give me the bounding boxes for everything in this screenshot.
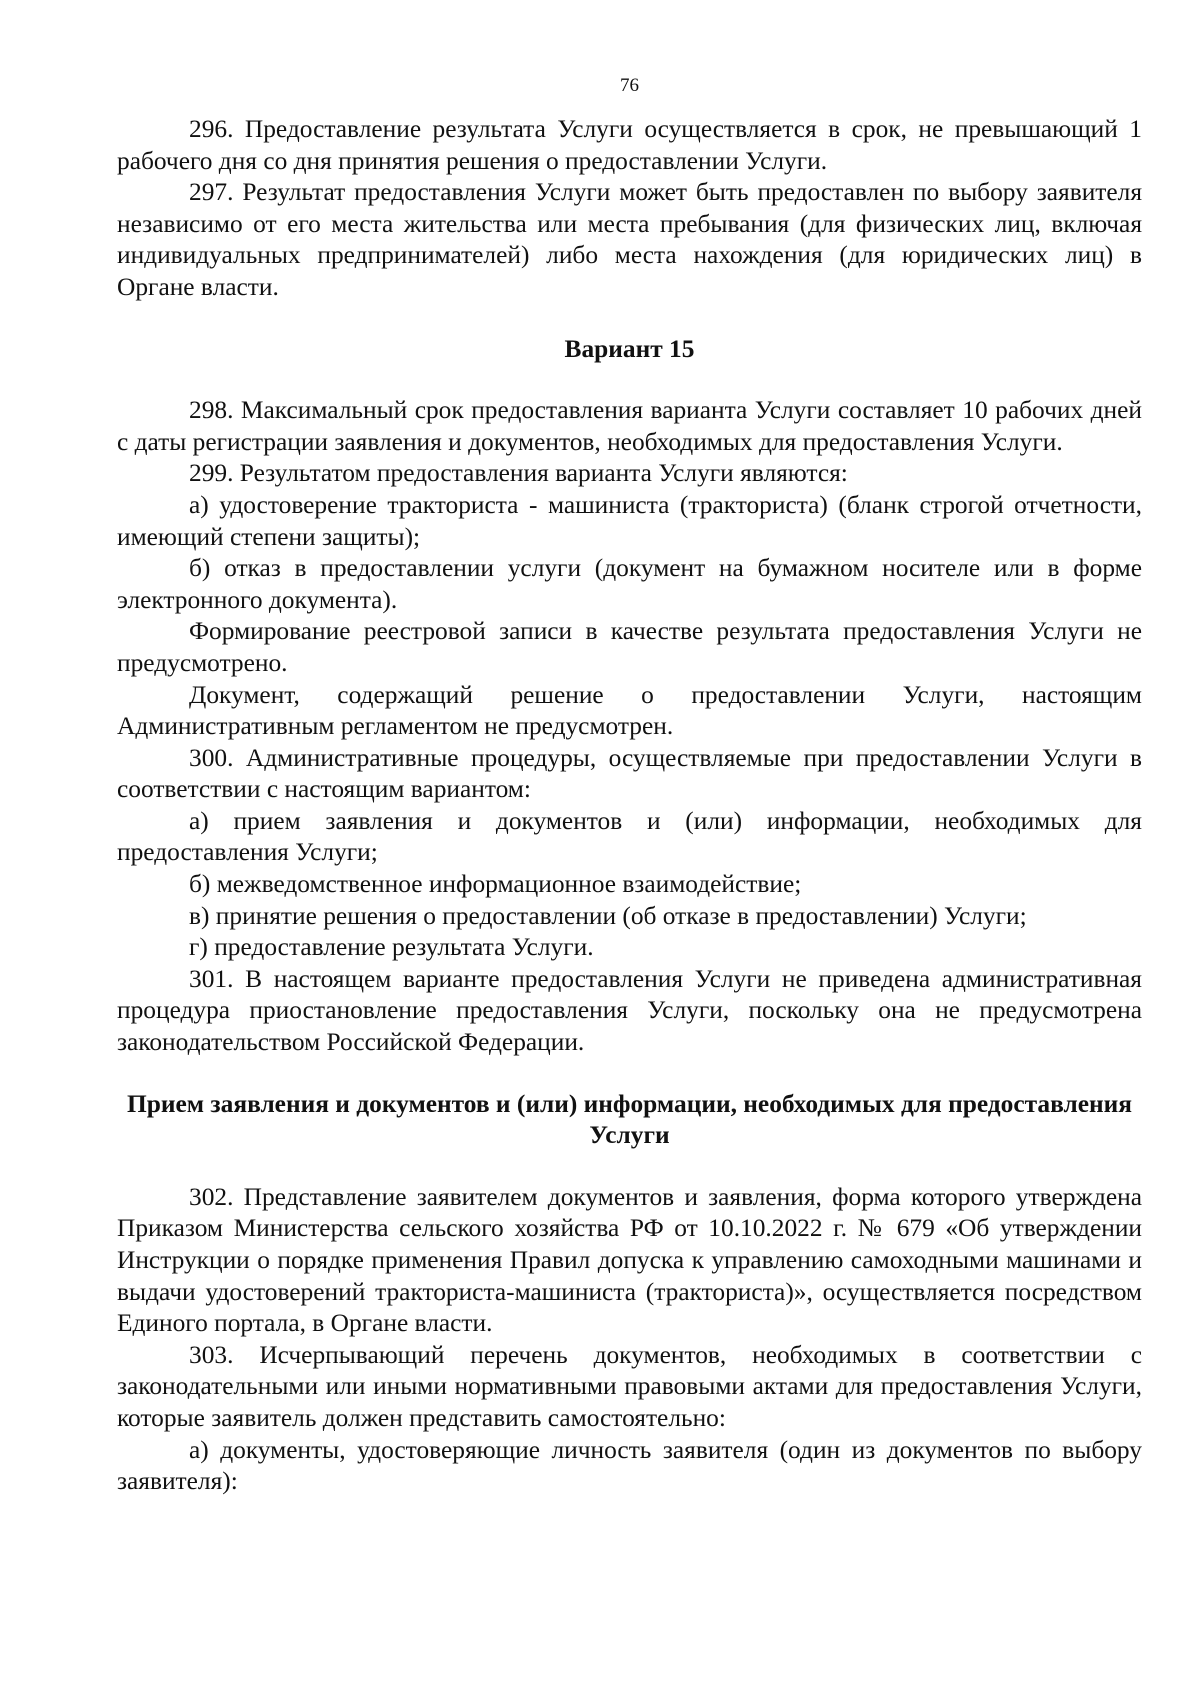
variant-heading: Вариант 15 — [564, 334, 695, 363]
paragraph-296: 296. Предоставление результата Услуги осуществляется в срок, не превышающий 1 рабочего дня со дня принятия решения о предоставлении Услуги. — [117, 115, 1142, 175]
paragraph-303: 303. Исчерпывающий перечень документов, необходимых в соответствии с законодательными или иными нормативными правовыми актами для предоставления Услуги, которые заявитель должен представить самостоятельно: — [117, 1340, 1142, 1432]
list-item-299-b: б) отказ в предоставлении услуги (документ на бумажном носителе или в форме электронного документа). — [117, 554, 1142, 614]
paragraph-299: 299. Результатом предоставления варианта Услуги являются: — [189, 459, 848, 488]
section-heading: Прием заявления и документов и (или) информации, необходимых для предоставления Услуги — [127, 1089, 1132, 1150]
paragraph-298: 298. Максимальный срок предоставления варианта Услуги составляет 10 рабочих дней с даты регистрации заявления и документов, необходимых для предоставления Услуги. — [117, 396, 1142, 456]
page-number: 76 — [620, 75, 639, 96]
list-item-300-a: а) прием заявления и документов и (или) информации, необходимых для предоставления Услуги; — [117, 806, 1142, 867]
list-item-300-g: г) предоставление результата Услуги. — [189, 933, 594, 962]
list-item-303-a: а) документы, удостоверяющие личность заявителя (один из документов по выбору заявителя): — [117, 1435, 1142, 1496]
list-item-300-b: б) межведомственное информационное взаимодействие; — [189, 870, 802, 899]
list-item-299-a: а) удостоверение тракториста - машиниста (тракториста) (бланк строгой отчетности, имеющий степени защиты); — [117, 490, 1142, 551]
list-item-300-v: в) принятие решения о предоставлении (об отказе в предоставлении) Услуги; — [189, 901, 1027, 930]
paragraph-registry-record: Формирование реестровой записи в качестве результата предоставления Услуги не предусмотрено. — [117, 617, 1142, 677]
paragraph-301: 301. В настоящем варианте предоставления Услуги не приведена административная процедура приостановление предоставления Услуги, поскольку она не предусмотрена законодательством Российской Федерации. — [117, 964, 1142, 1057]
paragraph-302: 302. Представление заявителем документов и заявления, форма которого утверждена Приказом Министерства сельского хозяйства РФ от 10.10.2022 г. № 679 «Об утверждении Инструкции о порядке применения Правил допуска к управлению самоходными машинами и выдачи удостоверений тракториста-машиниста (тракториста)», осуществляется посредством Единого портала, в Органе власти. — [117, 1182, 1142, 1338]
paragraph-300: 300. Административные процедуры, осуществляемые при предоставлении Услуги в соответствии с настоящим вариантом: — [117, 743, 1142, 804]
paragraph-297: 297. Результат предоставления Услуги может быть предоставлен по выбору заявителя независимо от его места жительства или места пребывания (для физических лиц, включая индивидуальных предпринимателей) либо места нахождения (для юридических лиц) в Органе власти. — [117, 178, 1142, 301]
paragraph-decision-document: Документ, содержащий решение о предоставлении Услуги, настоящим Административным регламентом не предусмотрен. — [117, 680, 1142, 741]
